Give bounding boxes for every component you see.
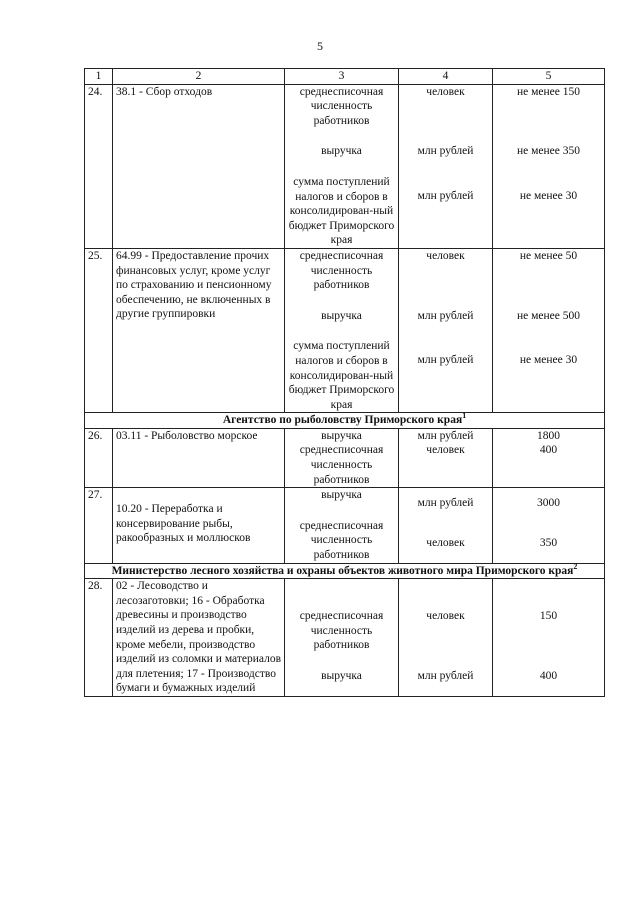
row-number: 24. [85,84,113,248]
table-header-row [85,69,605,85]
unit-text: человек [426,536,465,549]
value-text: не менее 50 [519,249,578,262]
row-number: 27. [85,488,113,563]
indicator-cell [285,248,399,412]
page-number: 5 [317,39,323,53]
value-text: не менее 30 [519,354,578,367]
unit-cell [399,248,493,412]
section-header-row [85,563,605,579]
indicator-text: выручка [321,489,362,502]
activity-name: 03.11 - Рыболовство морское [113,428,285,487]
indicators-table [84,68,605,697]
unit-text: млн рублей [417,669,474,682]
value-cell [493,84,605,248]
footnote-marker: 1 [462,411,467,421]
unit-cell [399,579,493,697]
indicator-cell [285,84,399,248]
value-cell [493,428,605,487]
indicator-text: среднесписочная численность работников [299,610,384,652]
unit-text: человек [426,444,465,457]
unit-cell [399,428,493,487]
unit-text: млн рублей [417,497,474,510]
row-number: 26. [85,428,113,487]
header-cell: 1 [85,69,113,85]
unit-text: млн рублей [417,189,474,202]
unit-cell [399,84,493,248]
footnote-marker: 2 [573,561,578,571]
table-row [85,579,605,697]
value-text: не менее 350 [516,145,580,158]
indicator-cell [285,488,399,563]
unit-text: человек [426,249,465,262]
activity-name: 38.1 - Сбор отходов [113,84,285,248]
section-title-cell [85,413,605,429]
header-cell: 4 [399,69,493,85]
unit-cell [399,488,493,563]
section-title: Агентство по рыболовству Приморского края [222,414,463,427]
table-row [85,84,605,248]
table-row [85,488,605,563]
indicator-text: среднесписочная численность работников [299,85,384,127]
indicator-text: сумма поступлений налогов и сборов в консолидирован-ный бюджет Приморского края [288,340,395,411]
value-cell [493,488,605,563]
value-text: 150 [539,610,558,623]
row-number: 25. [85,248,113,412]
unit-text: млн рублей [417,429,474,442]
value-cell [493,579,605,697]
value-text: 1800 [537,429,560,442]
header-cell: 5 [493,69,605,85]
indicator-text: среднесписочная численность работников [299,249,384,292]
activity-name-cell [113,488,285,563]
activity-name: 64.99 - Предоставление прочих финансовых услуг, кроме услуг по страхованию и пенсионному обеспечению, не включенных в другие группировки [113,248,285,412]
value-text: не менее 500 [516,309,580,322]
unit-text: млн рублей [417,145,474,158]
table-row [85,428,605,487]
value-text: 400 [539,444,558,457]
value-text: не менее 150 [516,85,580,98]
table-row [85,248,605,412]
indicator-cell [285,428,399,487]
value-text: 350 [539,536,558,549]
indicator-text: выручка [321,429,362,442]
header-cell: 3 [285,69,399,85]
section-title-cell [85,563,605,579]
value-cell [493,248,605,412]
row-number: 28. [85,579,113,697]
indicator-text: сумма поступлений налогов и сборов в консолидирован-ный бюджет Приморского края [288,175,395,247]
indicator-text: выручка [321,670,362,682]
value-text: 3000 [537,497,560,510]
indicator-text: среднесписочная численность работников [299,444,384,486]
section-title: Министерство лесного хозяйства и охраны объектов животного мира Приморского края [111,564,574,577]
indicator-text: выручка [321,309,362,322]
unit-text: человек [426,85,465,98]
section-header-row [85,413,605,429]
header-cell: 2 [113,69,285,85]
unit-text: человек [426,610,465,623]
unit-text: млн рублей [417,309,474,322]
indicator-cell [285,579,399,697]
activity-name: 10.20 - Переработка и консервирование рыбы, ракообразных и моллюсков [116,503,251,545]
indicator-text: среднесписочная численность работников [299,519,384,562]
value-text: не менее 30 [519,189,578,202]
unit-text: млн рублей [417,354,474,367]
value-text: 400 [539,669,558,682]
activity-name: 02 - Лесоводство и лесозаготовки; 16 - Обработка древесины и производство изделий из дерева и пробки, кроме мебели, производство изделий из соломки и материалов для плетения; 17 - Производство бумаги и бумажных изделий [113,579,285,697]
indicator-text: выручка [321,145,362,158]
